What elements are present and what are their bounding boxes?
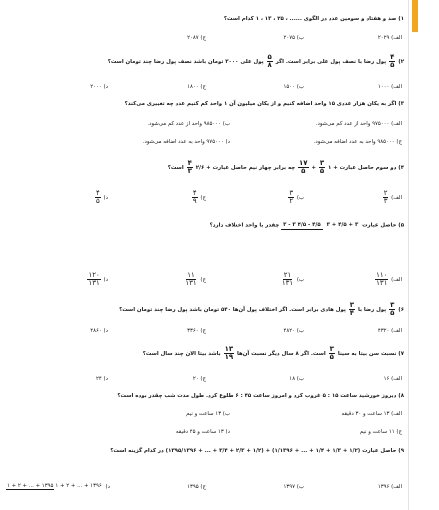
question-8 (117, 393, 404, 399)
q2-fraction-5-8: $\frac{۵}{۸}$ (267, 53, 272, 69)
question-8-options-row2 (8, 429, 408, 439)
q2-option-b[interactable]: ب) ۱۵۰۰ (283, 84, 304, 90)
question-1 (224, 16, 404, 22)
q9-option-c[interactable]: ج) ۱۳۹۵ (187, 484, 206, 490)
question-4-text-end: چه برابر چهار نیم حاصل عبارت (212, 165, 296, 171)
question-2-options (8, 84, 408, 94)
question-2 (108, 54, 404, 69)
q1-option-a[interactable]: الف) ۲۰۲۹ (377, 35, 402, 41)
question-4 (168, 160, 404, 175)
q9-expression: (۱۳۹۵/۱۳۹۶ + ... + ۳/۴ + ۲/۳ + ۱/۲) + (۱/۱۳۹۶ + ... + ۱/۴ + ۱/۳ + ۱/۲) (165, 448, 361, 454)
q8-option-b[interactable]: ب) ۱۳ ساعت و نیم (186, 411, 230, 417)
question-9 (110, 448, 404, 454)
q2-fraction-4-5: $\frac{۴}{۵}$ (390, 53, 395, 69)
question-6-options (8, 328, 408, 338)
question-4-tail: است؟ (167, 165, 184, 171)
q8-option-c[interactable]: ج) ۱۱ ساعت و نیم (359, 429, 402, 435)
question-7-text-end: باشد بیتا الان چند سال است؟ (142, 351, 221, 357)
q7-option-a[interactable]: الف) ۱۶ (383, 376, 402, 382)
q6-option-b[interactable]: ب) ۴۸۲۰ (283, 328, 304, 334)
question-5-text-end: چقدر با واحد اختلاف دارد؟ (209, 222, 280, 229)
question-2-number: ۲) (398, 59, 404, 65)
q8-option-a[interactable]: الف) ۱۳ ساعت و ۳۰ دقیقه (341, 411, 402, 417)
q1-option-b[interactable]: ب) ۲۰۷۵ (283, 35, 304, 41)
question-7 (143, 346, 404, 361)
question-6-text-end: پول هادی برابر است. اگر اختلاف پول آن‌ها ۵۴۰ تومان باشد پول رضا چند تومان است؟ (119, 307, 346, 313)
q4-expression-1: $\frac{۱۷}{۵}$ + $\frac{۳}{۵}$ ۱ + (299, 159, 338, 175)
question-9-text-end: در کدام گزینه است؟ (110, 448, 164, 454)
q1-option-c[interactable]: ج) ۲۰۸۷ (187, 35, 206, 41)
q6-option-c[interactable]: ج) ۳۳۶۰ (187, 328, 206, 334)
q4-option-a[interactable]: الف) $\frac{۲}{۳}$ (383, 189, 402, 205)
q3-option-c[interactable]: ج) ۹۸۵۰۰۰ واحد به عدد اضافه می‌شود. (313, 139, 402, 145)
question-6-text-mid: پول رضا با (357, 307, 387, 313)
q4-option-d[interactable]: د) $\frac{۴}{۵}$ (96, 189, 108, 205)
q3-option-b[interactable]: ب) ۹۸۵۰۰۰ واحد از عدد کم می‌شود. (147, 121, 230, 127)
accent-bar (412, 0, 418, 32)
q9-option-a[interactable]: الف) ۱۳۹۶ (377, 484, 402, 490)
question-3-options-row1 (8, 121, 408, 131)
question-3-options-row2 (8, 139, 408, 149)
page-edge-line (408, 0, 409, 510)
question-3-text: ۳) اگر به یکان هزار عددی ۱۵ واحد اضافه کنیم و از یکان میلیون آن ۱ واحد کم کنیم عدد چه تغییری می‌کند؟ (124, 101, 404, 107)
q7-fraction-3-5: $\frac{۳}{۵}$ (329, 345, 334, 361)
q3-option-d[interactable]: د) ۹۷۵۰۰۰ واحد به عدد اضافه می‌شود. (142, 139, 230, 145)
question-7-text-mid: است. اگر ۸ سال دیگر نسبت آن‌ها (237, 351, 326, 357)
q2-option-a[interactable]: الف) ۱۰۰۰ (377, 84, 402, 90)
q6-option-a[interactable]: الف) ۴۳۲۰ (377, 328, 402, 334)
q2-option-c[interactable]: ج) ۱۸۰۰ (187, 84, 206, 90)
question-2-text-mid: پول رضا با نصف پول علی برابر است. اگر (275, 59, 387, 65)
q2-option-d[interactable]: د) ۲۰۰۰ (90, 84, 108, 90)
question-3 (125, 101, 404, 107)
question-7-options (8, 376, 408, 386)
q5-option-b[interactable]: ب) $\frac{۲۱}{۱۳۱}$ (281, 271, 304, 287)
question-6-number: ۶) (398, 307, 404, 313)
question-8-options-row1 (8, 411, 408, 421)
question-1-text: ۱) صد و هفتاد و سومین عدد در الگوی ...... ، ۲۵ ، ۱۳ ، ۱ کدام است؟ (223, 16, 404, 22)
question-6 (119, 302, 404, 317)
question-8-text: ۸) دیروز خورشید ساعت ۱۵ : ۵ غروب کرد و امروز ساعت ۴۵ : ۶ طلوع کرد. طول مدت شب چقدر بوده است؟ (117, 393, 404, 399)
q7-fraction-13-19: $\frac{۱۳}{۱۹}$ (224, 345, 234, 361)
q4-option-c[interactable]: ج) $\frac{۴}{۹}$ (192, 189, 206, 205)
q6-fraction-3-5: $\frac{۳}{۵}$ (390, 301, 395, 317)
question-9-text-start: ۹) حاصل عبارت (362, 448, 404, 454)
question-1-options (8, 35, 408, 45)
q6-fraction-3-4: $\frac{۳}{۴}$ (349, 301, 355, 317)
q5-option-c[interactable]: ج) $\frac{۱۱}{۱۳۱}$ (185, 271, 206, 287)
q4-expression-2: $\frac{۴}{۳}$ ۲/۶ + (187, 159, 211, 175)
q7-option-c[interactable]: ج) ۲۰ (192, 376, 206, 382)
q7-option-d[interactable]: د) ۲۴ (95, 376, 108, 382)
question-9-options (8, 484, 408, 494)
q3-option-a[interactable]: الف) ۹۷۵۰۰۰ واحد از عدد کم می‌شود. (315, 121, 402, 127)
question-2-text-end: پول علی ۳۰۰۰ تومان باشد نصف پول رضا چند تومان است؟ (107, 59, 264, 65)
q5-option-a[interactable]: الف) $\frac{۱۱۰}{۱۳۱}$ (376, 271, 402, 287)
question-5-options (8, 271, 408, 287)
q5-option-d[interactable]: د) $\frac{۱۲۰}{۱۳۱}$ (88, 271, 108, 287)
q9-option-d[interactable]: د) ۱ + ۲ + ... + ۱۳۹۵ ۱ + ۲ + ... + ۱۳۹۶ (7, 483, 110, 491)
question-7-text-start: ۷) نسبت سن بیتا به سینا (337, 351, 404, 357)
q7-option-b[interactable]: ب) ۱۸ (289, 376, 304, 382)
question-5-text-start: ۵) حاصل عبارت (362, 222, 404, 229)
q8-option-d[interactable]: د) ۱۳ ساعت و ۴۵ دقیقه (175, 429, 230, 435)
q5-compound-fraction: ۳ - ۳ ۴/۵ - ۴/۵ ۳ + ۴/۵ + ۳ (283, 222, 359, 228)
q4-option-b[interactable]: ب) $\frac{۳}{۲}$ (289, 189, 304, 205)
question-4-options (8, 189, 408, 205)
question-4-text-start: ۴) دو سوم حاصل عبارت (339, 165, 404, 171)
exam-page (8, 0, 408, 510)
question-5 (210, 222, 404, 229)
q9-option-b[interactable]: ب) ۱۳۹۷ (283, 484, 304, 490)
q6-option-d[interactable]: د) ۴۸۶۰ (90, 328, 108, 334)
